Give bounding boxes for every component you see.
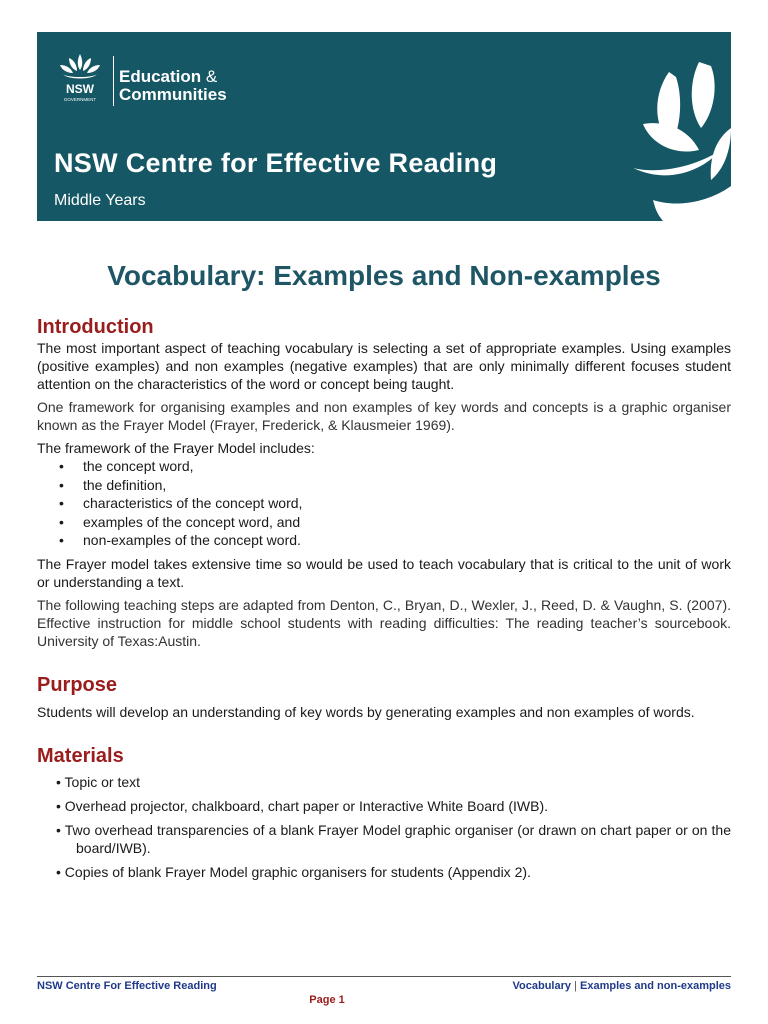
- list-item: • non-examples of the concept word.: [83, 531, 731, 550]
- introduction-heading: Introduction: [37, 316, 154, 338]
- nsw-waratah-logo-icon: [55, 52, 105, 104]
- list-item: • characteristics of the concept word,: [83, 494, 731, 513]
- list-item: • Topic or text: [56, 773, 141, 790]
- frayer-framework-list: [37, 457, 731, 550]
- materials-list: [37, 773, 731, 881]
- footer-subtopic: Examples and non-examples: [580, 980, 731, 992]
- footer-org: NSW Centre For Effective Reading: [37, 980, 217, 992]
- footer-separator: |: [574, 980, 577, 992]
- document-body: [37, 318, 731, 887]
- intro-paragraph-5: The following teaching steps are adapted from Denton, C., Bryan, D., Wexler, J., Reed, D. & Vaughn, S. (2007). Effective instruction for middle school students with reading difficulties: The reading teacher’s sourcebook. University of Texas:Austin.: [37, 596, 731, 649]
- intro-paragraph-3: The framework of the Frayer Model includes:: [37, 440, 315, 456]
- intro-paragraph-1: The most important aspect of teaching vocabulary is selecting a set of appropriate examples. Using examples (positive examples) and non examples (negative examples) that are only minimally different focuses student attention on the characteristics of the word or concept being taught.: [37, 340, 731, 392]
- header-banner: [37, 32, 731, 221]
- footer-doc-title: [513, 980, 731, 992]
- footer-divider: [37, 976, 731, 977]
- org-line1: Education: [119, 67, 202, 86]
- list-item: • examples of the concept word, and: [83, 513, 731, 532]
- banner-title: NSW Centre for Effective Reading: [54, 148, 498, 178]
- list-item: • the definition,: [83, 476, 731, 495]
- waratah-petals-icon: [581, 32, 731, 221]
- org-amp: &: [205, 67, 218, 86]
- purpose-text: Students will develop an understanding of key words by generating examples and non examples of words.: [37, 703, 695, 720]
- svg-text:NSW: NSW: [66, 82, 94, 96]
- org-line2: Communities: [119, 85, 227, 104]
- purpose-heading: Purpose: [37, 673, 118, 696]
- footer-topic: Vocabulary: [512, 980, 572, 992]
- svg-text:GOVERNMENT: GOVERNMENT: [63, 97, 97, 102]
- page-number: Page 1: [309, 994, 345, 1006]
- list-item: • the concept word,: [83, 457, 731, 476]
- list-item: • Copies of blank Frayer Model graphic organisers for students (Appendix 2).: [56, 863, 531, 880]
- list-item: • Two overhead transparencies of a blank Frayer Model graphic organiser (or drawn on chart paper or on the board/IWB).: [56, 821, 731, 856]
- intro-paragraph-2: One framework for organising examples and non examples of key words and concepts is a graphic organiser known as the Frayer Model (Frayer, Frederick, & Klausmeier 1969).: [37, 399, 731, 433]
- org-name: [119, 68, 227, 104]
- logo-divider: [113, 56, 114, 106]
- banner-subtitle: Middle Years: [54, 192, 146, 209]
- document-title: Vocabulary: Examples and Non-examples: [107, 260, 661, 291]
- materials-heading: Materials: [37, 744, 124, 767]
- list-item: • Overhead projector, chalkboard, chart paper or Interactive White Board (IWB).: [56, 797, 549, 814]
- intro-paragraph-4: The Frayer model takes extensive time so would be used to teach vocabulary that is critical to the unit of work or understanding a text.: [37, 555, 731, 590]
